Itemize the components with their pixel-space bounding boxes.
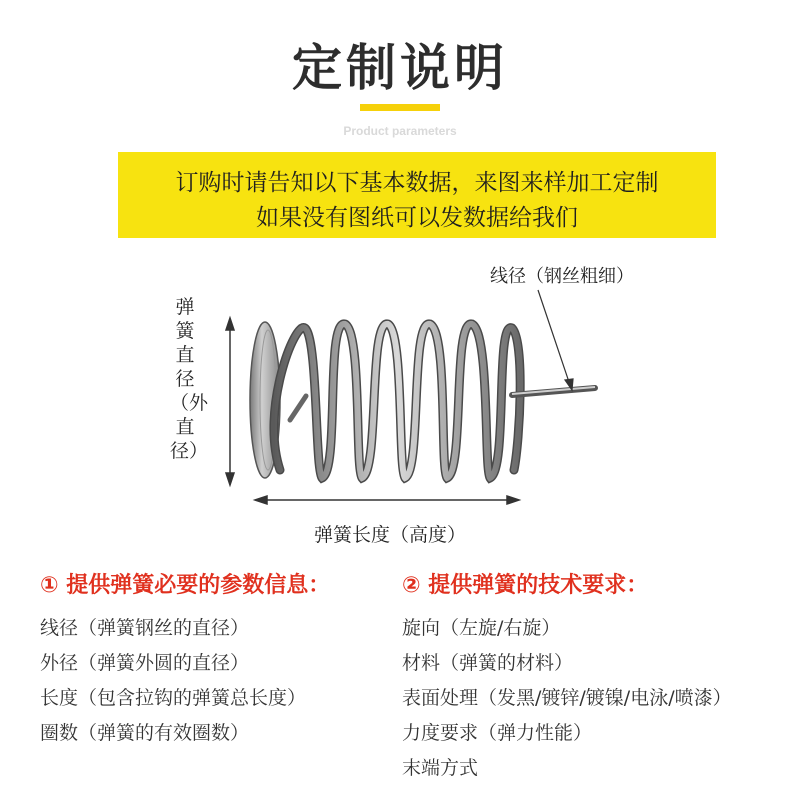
list-item: 末端方式 — [402, 757, 479, 779]
spring-illustration — [0, 250, 800, 560]
list-item: 旋向（左旋/右旋） — [402, 617, 561, 639]
section-2-heading: ② 提供弹簧的技术要求： — [402, 573, 649, 598]
technical-requirements-section — [402, 568, 732, 786]
list-item: 长度（包含拉钩的弹簧总长度） — [40, 687, 307, 709]
length-arrow — [255, 496, 519, 504]
list-item: 线径（弹簧钢丝的直径） — [40, 617, 250, 639]
spring-diameter-label: 弹簧直径（外直径） — [170, 296, 209, 462]
page-subtitle: Product parameters — [343, 124, 457, 138]
spring-coils — [274, 324, 520, 478]
list-item: 圈数（弹簧的有效圈数） — [40, 722, 250, 744]
page-title: 定制说明 — [292, 39, 508, 97]
info-banner — [118, 152, 716, 238]
wire-leader-line — [538, 290, 573, 390]
list-item: 表面处理（发黑/镀锌/镀镍/电泳/喷漆） — [402, 687, 732, 709]
list-item: 力度要求（弹力性能） — [402, 722, 593, 744]
spring-diagram — [0, 250, 800, 560]
list-item: 材料（弹簧的材料） — [402, 652, 574, 674]
wire-diameter-label: 线径（钢丝粗细） — [490, 266, 634, 287]
required-params-section — [40, 568, 330, 751]
title-underline — [360, 104, 440, 111]
banner-line-1: 订购时请告知以下基本数据，来图来样加工定制 — [175, 170, 659, 196]
diameter-arrow — [226, 318, 234, 485]
list-item: 外径（弹簧外圆的直径） — [40, 652, 250, 674]
spring-length-label: 弹簧长度（高度） — [313, 524, 466, 546]
section-1-heading: ① 提供弹簧必要的参数信息： — [40, 573, 331, 598]
banner-line-2: 如果没有图纸可以发数据给我们 — [256, 205, 578, 231]
